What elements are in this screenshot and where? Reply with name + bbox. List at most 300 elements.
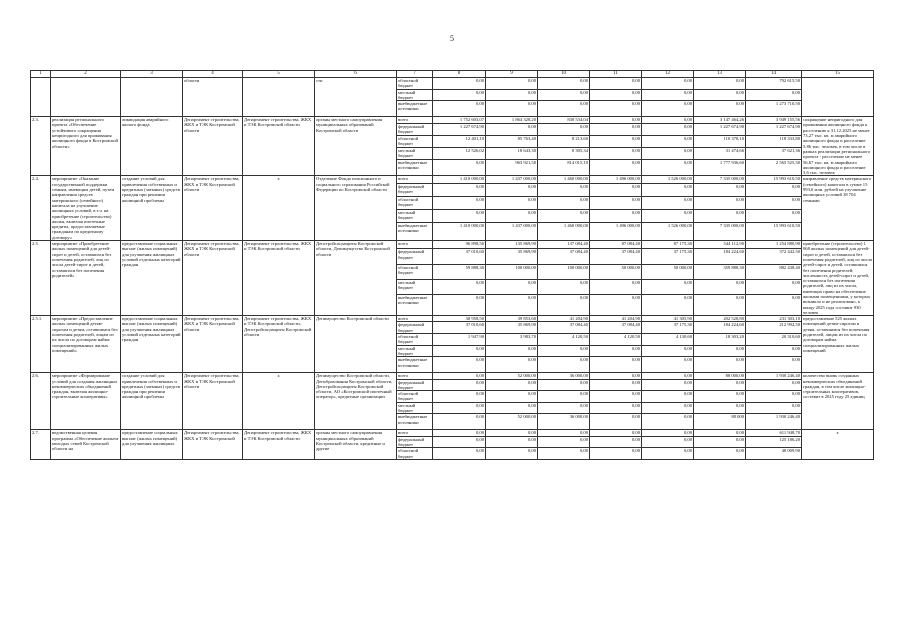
value-cell: 0,00 xyxy=(590,117,642,124)
value-cell: 0,00 xyxy=(694,436,746,448)
value-cell: 0,00 xyxy=(590,78,642,90)
value-cell: 52 000,00 xyxy=(486,414,538,430)
value-cell: 0,00 xyxy=(642,448,694,460)
value-cell: 0,00 xyxy=(746,295,802,316)
value-cell: 35 869,90 xyxy=(486,322,538,334)
value-cell: 0,00 xyxy=(694,345,746,357)
value-cell: 0,00 xyxy=(694,209,746,222)
value-cell: 8 213,60 xyxy=(538,135,590,147)
result-cell: х xyxy=(802,430,874,459)
value-cell: 0,00 xyxy=(433,436,486,448)
value-cell: 118 333,80 xyxy=(746,135,802,147)
value-cell: 0,00 xyxy=(642,183,694,196)
value-cell: 544 112,90 xyxy=(694,241,746,249)
value-cell: 1 947,90 xyxy=(433,334,486,346)
value-cell: 0,00 xyxy=(590,183,642,196)
info-cell: области xyxy=(183,78,243,117)
value-cell: 48 009,90 xyxy=(746,448,802,460)
value-cell: 0,00 xyxy=(642,357,694,373)
value-cell: 37 175,30 xyxy=(642,249,694,264)
info-cell: Департамент строительства, ЖКХ и ТЭК Костромской области xyxy=(243,430,315,459)
value-cell: 0,00 xyxy=(746,345,802,357)
value-cell: 0,00 xyxy=(538,183,590,196)
value-cell: 0,00 xyxy=(433,448,486,460)
value-cell: 0,00 xyxy=(486,279,538,294)
value-cell: 3 147 464,26 xyxy=(694,117,746,124)
value-cell: 0,00 xyxy=(590,159,642,176)
source-label: местный бюджет xyxy=(397,89,433,101)
value-cell: 0,00 xyxy=(433,101,486,117)
value-cell: 0,00 xyxy=(694,430,746,436)
result-cell: предоставление 525 жилых помещений детям-сиротам и детям, оставшимся без попечения родителей, лицам из их числа по договорам найма специализированных жилых помещений xyxy=(802,316,874,373)
value-cell: 0,00 xyxy=(694,101,746,117)
value-cell: 0,00 xyxy=(590,379,642,391)
value-cell: 0,00 xyxy=(694,89,746,101)
value-cell: 12 526,02 xyxy=(433,147,486,159)
value-cell: 0,00 xyxy=(590,414,642,430)
info-cell: создание условий для привлечения собственных и кредитных (заемных) средств граждан при решении жилищной проблемы xyxy=(121,176,183,241)
info-cell: ликвидация аварийного жилого фонда xyxy=(121,117,183,176)
value-cell: 0,00 xyxy=(590,147,642,159)
value-cell: 0,00 xyxy=(590,373,642,379)
value-cell: 0,00 xyxy=(746,379,802,391)
value-cell: 0,00 xyxy=(642,89,694,101)
value-cell: 37 010,60 xyxy=(433,322,486,334)
source-label: областной бюджет xyxy=(397,196,433,209)
value-cell: 0,00 xyxy=(642,159,694,176)
value-cell: 0,00 xyxy=(642,414,694,430)
info-cell: Департамент строительства, ЖКХ и ТЭК Костромской области xyxy=(183,117,243,176)
info-cell: предоставление социальных выплат (жилых помещений) для улучшения жилищных условий отдельных категорий граждан xyxy=(121,241,183,316)
source-label: всего xyxy=(397,430,433,436)
value-cell: 88 000 xyxy=(694,414,746,430)
value-cell: 0,00 xyxy=(433,209,486,222)
info-cell: 2.7. xyxy=(31,430,51,459)
value-cell: 0,00 xyxy=(746,357,802,373)
value-cell: 0,00 xyxy=(486,295,538,316)
value-cell: 0,00 xyxy=(590,430,642,436)
value-cell: 359 888,30 xyxy=(694,264,746,279)
value-cell: 20 310,60 xyxy=(746,334,802,346)
value-cell: 87 175,30 xyxy=(642,241,694,249)
value-cell: 0,00 xyxy=(486,89,538,101)
value-cell: 0,00 xyxy=(538,379,590,391)
page-number: 5 xyxy=(450,34,454,43)
table-row xyxy=(31,241,874,249)
value-cell: 37 084,40 xyxy=(590,249,642,264)
value-cell: 3 983,70 xyxy=(486,334,538,346)
source-label: местный бюджет xyxy=(397,147,433,159)
value-cell: 0,00 xyxy=(590,357,642,373)
result-cell: количество вновь созданных некоммерческих объединений граждан, в том числе жилищно-строительных кооперативов, составит в 2025 году 25 единиц xyxy=(802,373,874,430)
info-cell: создание условий для привлечения собственных и кредитных (заемных) средств граждан при решении жилищной проблемы xyxy=(121,373,183,430)
value-cell: 202 528,80 xyxy=(694,316,746,322)
value-cell: 0,00 xyxy=(538,430,590,436)
value-cell: 0,00 xyxy=(433,345,486,357)
info-cell: х xyxy=(243,176,315,241)
value-cell: 0,00 xyxy=(433,89,486,101)
value-cell: 7 335 000,00 xyxy=(694,176,746,183)
source-label: областной бюджет xyxy=(397,334,433,346)
value-cell: 0,00 xyxy=(746,391,802,403)
value-cell: 0,00 xyxy=(538,78,590,90)
source-label: федеральный бюджет xyxy=(397,123,433,135)
value-cell: 1 460 000,00 xyxy=(538,222,590,240)
value-cell: 0,00 xyxy=(590,402,642,414)
value-cell: 0,00 xyxy=(486,196,538,209)
info-cell: Департамент строительства, ЖКХ и ТЭК Костромской области xyxy=(183,176,243,241)
value-cell: 0,00 xyxy=(486,123,538,135)
info-cell xyxy=(31,78,51,117)
info-cell: мероприятие «Приобретение жилых помещений для детей-сирот и детей, оставшихся без попечения родителей, лиц из числа детей-сирот и детей, оставшихся без попечения родителей» xyxy=(51,241,121,316)
value-cell: 0,00 xyxy=(486,183,538,196)
value-cell: 0,00 xyxy=(433,430,486,436)
header-cell: 5 xyxy=(243,71,315,78)
value-cell: 1 864 328,20 xyxy=(486,117,538,124)
source-label: федеральный бюджет xyxy=(397,379,433,391)
value-cell: 1 460 000,00 xyxy=(538,176,590,183)
value-cell: 0,00 xyxy=(694,402,746,414)
value-cell: 0,00 xyxy=(694,196,746,209)
source-label: внебюджетные источники xyxy=(397,101,433,117)
value-cell: 0,00 xyxy=(590,279,642,294)
value-cell: 7 335 000,00 xyxy=(694,222,746,240)
value-cell: 37 010,60 xyxy=(433,249,486,264)
value-cell: 184 224,60 xyxy=(694,322,746,334)
value-cell: 963 921,50 xyxy=(486,159,538,176)
value-cell: 52 000,00 xyxy=(486,373,538,379)
value-cell: 4 120,50 xyxy=(538,334,590,346)
info-cell: Депимущество Костромской области, Депобразования Костромской области, Депстройсоцзащиты Костромской области, АО «Костромской ипотечный оператор», кредитные организации xyxy=(315,373,397,430)
info-cell: 2.3. xyxy=(31,117,51,176)
value-cell: 110 378,10 xyxy=(694,135,746,147)
info-cell: сти xyxy=(315,78,397,117)
value-cell: 1 496 000,00 xyxy=(590,222,642,240)
value-cell: 0,00 xyxy=(486,345,538,357)
value-cell: 0,00 xyxy=(590,135,642,147)
value-cell: 0,00 xyxy=(433,159,486,176)
value-cell: 0,00 xyxy=(590,436,642,448)
value-cell: 0,00 xyxy=(486,448,538,460)
source-label: всего xyxy=(397,117,433,124)
value-cell: 36 000,00 xyxy=(538,414,590,430)
value-cell: 0,00 xyxy=(538,345,590,357)
value-cell: 1 227 674,90 xyxy=(746,123,802,135)
header-cell: 7 xyxy=(397,71,433,78)
value-cell: 37 084,40 xyxy=(538,322,590,334)
result-cell: сокращение непригодного для проживания жилищного фонда к расселению к 31.12.2025 не менее 73,27 тыс. кв. м аварийного жилищного фонда и расселение 5,86 тыс. человек, в том числе в рамках реализации регионального проекта - расселение не менее 56,67 тыс. кв. м аварийного жилищного фонда и расселение 3,6 тыс. человек xyxy=(802,117,874,176)
value-cell: 0,00 xyxy=(642,279,694,294)
value-cell: 38 958,50 xyxy=(433,316,486,322)
value-cell: 31 474,66 xyxy=(694,147,746,159)
value-cell: 0,00 xyxy=(642,345,694,357)
value-cell: 0,00 xyxy=(642,391,694,403)
value-cell: 0,00 xyxy=(486,402,538,414)
source-label: внебюджетные источники xyxy=(397,414,433,430)
value-cell: 137 084,40 xyxy=(538,241,590,249)
value-cell: 0,00 xyxy=(642,402,694,414)
value-cell: 231 303,10 xyxy=(746,316,802,322)
value-cell: 0,00 xyxy=(642,135,694,147)
value-cell: 212 992,50 xyxy=(746,322,802,334)
value-cell: 37 084,40 xyxy=(590,322,642,334)
value-cell: 0,00 xyxy=(538,295,590,316)
value-cell: 0,00 xyxy=(590,345,642,357)
value-cell: 0,00 xyxy=(642,123,694,135)
source-label: областной бюджет xyxy=(397,135,433,147)
source-label: внебюджетные источники xyxy=(397,159,433,176)
value-cell: 1 254 880,90 xyxy=(746,241,802,249)
source-label: всего xyxy=(397,176,433,183)
value-cell: 0,00 xyxy=(486,430,538,436)
value-cell: 1 273 710,50 xyxy=(746,101,802,117)
value-cell: 0,00 xyxy=(538,391,590,403)
value-cell: 0,00 xyxy=(642,78,694,90)
header-cell: 3 xyxy=(121,71,183,78)
value-cell: 0,00 xyxy=(642,295,694,316)
value-cell: 0,00 xyxy=(486,379,538,391)
value-cell: 0,00 xyxy=(486,78,538,90)
value-cell: 0,00 xyxy=(642,147,694,159)
value-cell: 1 526 000,00 xyxy=(642,176,694,183)
value-cell: 0,00 xyxy=(433,391,486,403)
value-cell: 1 410 000,00 xyxy=(433,176,486,183)
header-row xyxy=(31,71,874,78)
info-cell: Депимущество Костромской области xyxy=(315,316,397,373)
value-cell: 1 437 000,00 xyxy=(486,176,538,183)
value-cell: 0,00 xyxy=(538,209,590,222)
value-cell: 0,00 xyxy=(694,279,746,294)
result-cell xyxy=(802,78,874,117)
header-cell: 6 xyxy=(315,71,397,78)
value-cell: 1 227 674,90 xyxy=(694,123,746,135)
value-cell: 792 615,50 xyxy=(746,78,802,90)
program-table xyxy=(30,70,874,460)
info-cell: Депстройсоцзащиты Костромской области, Депимущество Костромской области xyxy=(315,241,397,316)
value-cell: 12 401,10 xyxy=(433,135,486,147)
value-cell: 0,00 xyxy=(433,357,486,373)
info-cell xyxy=(51,78,121,117)
value-cell: 0,00 xyxy=(694,295,746,316)
value-cell: 0,00 xyxy=(694,448,746,460)
value-cell: 41 204,90 xyxy=(590,316,642,322)
source-label: федеральный бюджет xyxy=(397,322,433,334)
info-cell: предоставление социальных выплат (жилых помещений) для улучшения жилищных условий отдельных категорий граждан xyxy=(121,316,183,373)
value-cell: 0,00 xyxy=(746,196,802,209)
value-cell: 0,00 xyxy=(433,295,486,316)
info-cell: Департамент строительства, ЖКХ и ТЭК Костромской области xyxy=(183,241,243,316)
value-cell: 1 437 000,00 xyxy=(486,222,538,240)
value-cell: 0,00 xyxy=(642,209,694,222)
value-cell: 0,00 xyxy=(433,373,486,379)
table-row xyxy=(31,78,874,90)
value-cell: 882 438,40 xyxy=(746,264,802,279)
info-cell: органы местного самоуправления муниципальных образований Костромской области, кредитные и другие xyxy=(315,430,397,459)
value-cell: 814 015,10 xyxy=(538,159,590,176)
value-cell: 0,00 xyxy=(486,436,538,448)
source-label: внебюджетные источники xyxy=(397,357,433,373)
source-label: внебюджетные источники xyxy=(397,222,433,240)
source-label: федеральный бюджет xyxy=(397,183,433,196)
value-cell: 37 621,36 xyxy=(746,147,802,159)
value-cell: 0,00 xyxy=(590,101,642,117)
info-cell: Департамент строительства, ЖКХ и ТЭК Костромской области xyxy=(183,316,243,373)
value-cell: 830 534,04 xyxy=(538,117,590,124)
value-cell: 8 305,34 xyxy=(538,147,590,159)
value-cell: 1 930 246,40 xyxy=(746,414,802,430)
value-cell: 0,00 xyxy=(590,209,642,222)
source-label: всего xyxy=(397,373,433,379)
value-cell: 0,00 xyxy=(538,89,590,101)
source-label: всего xyxy=(397,241,433,249)
info-cell: Отделение Фонда пенсионного и социального страхования Российской Федерации по Костромской области xyxy=(315,176,397,241)
info-cell xyxy=(121,78,183,117)
value-cell: 0,00 xyxy=(694,78,746,90)
source-label: областной бюджет xyxy=(397,264,433,279)
value-cell: 1 930 246,40 xyxy=(746,373,802,379)
info-cell: реализация регионального проекта «Обеспечение устойчивого сокращения непригодного для проживания жилищного фонда в Костромской области» xyxy=(51,117,121,176)
value-cell: 0,00 xyxy=(538,123,590,135)
value-cell: 88 000,00 xyxy=(694,373,746,379)
source-label: местный бюджет xyxy=(397,209,433,222)
info-cell: мероприятие «Оказание государственной поддержки семьям, имеющим детей, путем направления средств материнского (семейного) капитала на улучшение жилищных условий, в т.ч. на приобретение (строительство) жилья, включая ипотечные кредиты, предоставляемые гражданам по кредитному договору» xyxy=(51,176,121,241)
value-cell: 0,00 xyxy=(486,391,538,403)
source-label: областной бюджет xyxy=(397,448,433,460)
info-cell: мероприятие «Предоставление жилых помещений детям-сиротам и детям, оставшимся без попечения родителей, лицам из их числа по договорам найма специализированных жилых помещений» xyxy=(51,316,121,373)
value-cell: 0,00 xyxy=(538,402,590,414)
info-cell: органы местного самоуправления муниципальных образований Костромской области xyxy=(315,117,397,176)
value-cell: 0,00 xyxy=(746,183,802,196)
value-cell: 0,00 xyxy=(538,101,590,117)
value-cell: 0,00 xyxy=(590,391,642,403)
value-cell: 0,00 xyxy=(433,414,486,430)
info-cell: мероприятие «Формирование условий для создания жилищных некоммерческих объединений граждан, включая жилищно-строительные кооперативы» xyxy=(51,373,121,430)
value-cell: 41 305,90 xyxy=(642,316,694,322)
value-cell: 1 496 000,00 xyxy=(590,176,642,183)
header-cell: 13 xyxy=(694,71,746,78)
value-cell: 0,00 xyxy=(694,183,746,196)
info-cell: Департамент строительства, ЖКХ и ТЭК Костромской области xyxy=(243,241,315,316)
value-cell: 1 777 936,60 xyxy=(694,159,746,176)
source-label: местный бюджет xyxy=(397,402,433,414)
value-cell: 0,00 xyxy=(746,402,802,414)
value-cell: 0,00 xyxy=(642,196,694,209)
value-cell: 0,00 xyxy=(590,295,642,316)
header-cell: 4 xyxy=(183,71,243,78)
value-cell: 0,00 xyxy=(538,357,590,373)
value-cell: 96 898,50 xyxy=(433,241,486,249)
header-cell: 14 xyxy=(746,71,802,78)
value-cell: 0,00 xyxy=(642,373,694,379)
value-cell: 15 993 610,50 xyxy=(746,222,802,240)
value-cell: 0,00 xyxy=(538,436,590,448)
table-row xyxy=(31,176,874,183)
value-cell: 15 993 610,50 xyxy=(746,176,802,183)
source-label: всего xyxy=(397,316,433,322)
value-cell: 4 120,50 xyxy=(590,334,642,346)
value-cell: 100 000,00 xyxy=(538,264,590,279)
source-label: областной бюджет xyxy=(397,391,433,403)
value-cell: 0,00 xyxy=(538,196,590,209)
value-cell: 0,00 xyxy=(486,357,538,373)
header-cell: 15 xyxy=(802,71,874,78)
value-cell: 1 526 000,00 xyxy=(642,222,694,240)
source-label: федеральный бюджет xyxy=(397,249,433,264)
table-body xyxy=(31,71,874,460)
value-cell: 1 752 603,07 xyxy=(433,117,486,124)
header-cell: 12 xyxy=(642,71,694,78)
value-cell: 36 000,00 xyxy=(538,373,590,379)
value-cell: 0,00 xyxy=(590,123,642,135)
header-cell: 9 xyxy=(486,71,538,78)
value-cell: 0,00 xyxy=(538,279,590,294)
value-cell: 50 000,00 xyxy=(590,264,642,279)
value-cell: 0,00 xyxy=(642,379,694,391)
info-cell: 2.5.1. xyxy=(31,316,51,373)
info-cell: 2.4. xyxy=(31,176,51,241)
value-cell: 50 000,00 xyxy=(642,264,694,279)
value-cell: 0,00 xyxy=(433,402,486,414)
info-cell: Департамент строительства, ЖКХ и ТЭК Костромской области xyxy=(243,117,315,176)
value-cell: 87 084,40 xyxy=(590,241,642,249)
source-label: областной бюджет xyxy=(397,78,433,90)
value-cell: 0,00 xyxy=(642,117,694,124)
result-cell: направление средств материнского (семейного) капитала в сумме 15 993,6 млн. рублей на улучшение жилищных условий 38 704 семьями xyxy=(802,176,874,241)
value-cell: 0,00 xyxy=(433,379,486,391)
value-cell: 0,00 xyxy=(642,101,694,117)
value-cell: 0,00 xyxy=(746,209,802,222)
value-cell: 0,00 xyxy=(746,89,802,101)
info-cell: х xyxy=(243,373,315,430)
info-cell: предоставление социальных выплат (жилых помещений) для улучшения жилищных xyxy=(121,430,183,459)
value-cell: 0,00 xyxy=(642,436,694,448)
header-cell: 2 xyxy=(51,71,121,78)
value-cell: 18 643,30 xyxy=(486,147,538,159)
value-cell: 0,00 xyxy=(746,279,802,294)
value-cell: 0,00 xyxy=(433,183,486,196)
value-cell: 0,00 xyxy=(642,430,694,436)
info-cell: Департамент строительства, ЖКХ и ТЭК Костромской области xyxy=(183,373,243,430)
value-cell: 0,00 xyxy=(694,357,746,373)
source-label: внебюджетные источники xyxy=(397,295,433,316)
value-cell: 0,00 xyxy=(486,101,538,117)
value-cell: 0,00 xyxy=(590,448,642,460)
info-cell: ведомственная целевая программа «Обеспечение жильем молодых семей Костромской области на xyxy=(51,430,121,459)
value-cell: 184 224,60 xyxy=(694,249,746,264)
value-cell: 3 949 155,56 xyxy=(746,117,802,124)
value-cell: 35 869,90 xyxy=(486,249,538,264)
value-cell: 4 130,60 xyxy=(642,334,694,346)
value-cell: 100 000,00 xyxy=(486,264,538,279)
value-cell: 0,00 xyxy=(433,279,486,294)
info-cell: 2.5. xyxy=(31,241,51,316)
header-cell: 10 xyxy=(538,71,590,78)
header-cell: 8 xyxy=(433,71,486,78)
value-cell: 0,00 xyxy=(590,196,642,209)
value-cell: 37 084,40 xyxy=(538,249,590,264)
info-cell xyxy=(243,78,315,117)
value-cell: 1 410 000,00 xyxy=(433,222,486,240)
value-cell: 0,00 xyxy=(590,89,642,101)
value-cell: 372 442,50 xyxy=(746,249,802,264)
value-cell: 39 853,60 xyxy=(486,316,538,322)
value-cell: 0,00 xyxy=(694,379,746,391)
value-cell: 18 303,20 xyxy=(694,334,746,346)
value-cell: 1 227 674,90 xyxy=(433,123,486,135)
value-cell: 85 763,40 xyxy=(486,135,538,147)
result-cell: приобретение (строительство) 1 068 жилых помещений для детей-сирот и детей, оставшихся без попечения родителей, лиц из числа детей-сирот и детей, оставшихся без попечения родителей; численность детей-сирот и детей, оставшихся без попечения родителей, лиц из их числа, имеющих право на обеспечение жилыми помещениями, у которых возникло и не реализовано, к концу 2025 года составит 930 человек xyxy=(803,241,872,315)
header-cell: 1 xyxy=(31,71,51,78)
